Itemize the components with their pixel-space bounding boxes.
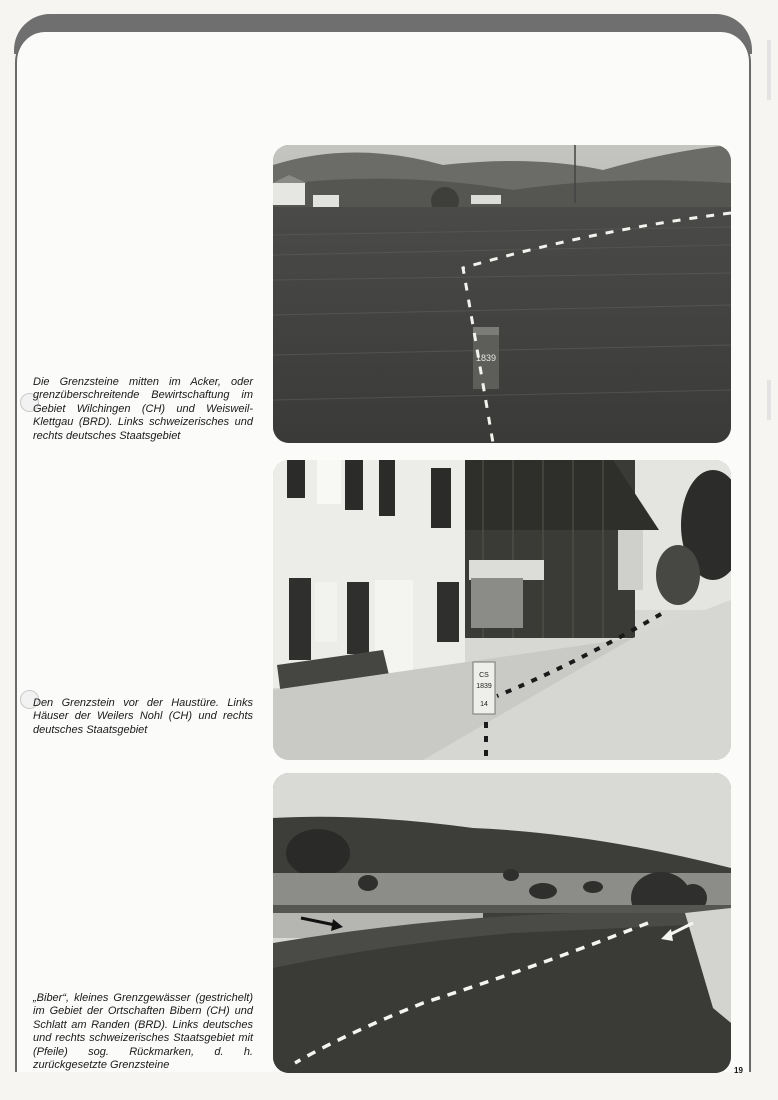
page-number: 19: [734, 1066, 743, 1075]
creek-photo-graphic: [273, 773, 731, 1073]
house-stone-line-2: 1839: [476, 683, 492, 690]
edge-scan-mark: [767, 40, 771, 100]
caption-biber-creek: „Biber“, kleines Grenzgewässer (gestrichelt) im Gebiet der Ortschaften Bibern (CH) und Schlatt am Randen (BRD). Links deutsches und rechts schweizerisches Staatsgebiet mit (Pfeile) sog. Rückmarken, d. h. zurückgesetzte Grenzsteine: [33, 992, 253, 1072]
photo-house-boundary: [273, 460, 731, 760]
house-stone-line-3: 14: [480, 701, 488, 708]
caption-field-boundary-stones: Die Grenzsteine mitten im Acker, oder grenzüberschreitende Bewirtschaftung im Gebiet Wilchingen (CH) und Weisweil-Klettgau (BRD). Links schweizerisches und rechts deutsches Staatsgebiet: [33, 376, 253, 442]
photo-biber-creek: [273, 773, 731, 1073]
caption-house-boundary-stone: Den Grenzstein vor der Haustüre. Links Häuser der Weilers Nohl (CH) und rechts deutsches Staatsgebiet: [33, 697, 253, 736]
field-photo-graphic: [273, 145, 731, 443]
photo-field-boundary: [273, 145, 731, 443]
field-stone-inscription: 1839: [475, 353, 497, 363]
house-photo-graphic: [273, 460, 731, 760]
edge-scan-mark: [767, 380, 771, 420]
house-stone-line-1: CS: [479, 672, 489, 679]
